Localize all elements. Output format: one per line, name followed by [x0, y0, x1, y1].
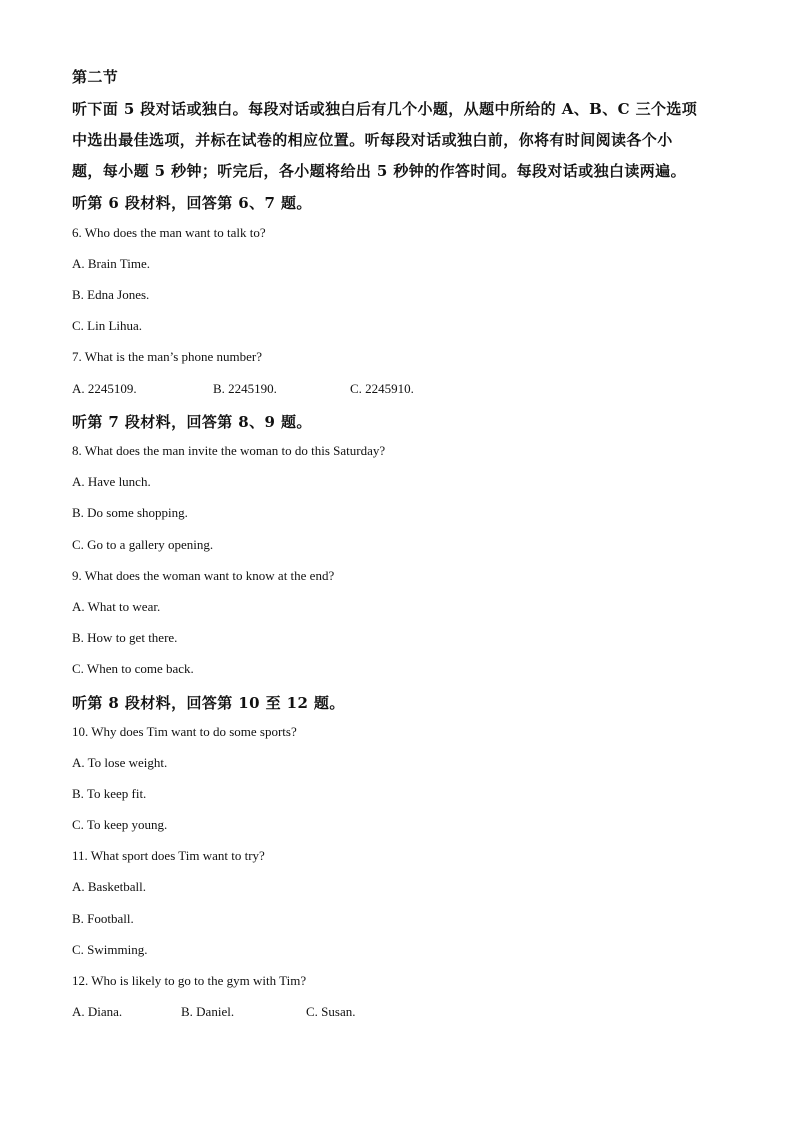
question-11-option-c: C. Swimming.: [72, 942, 148, 957]
question-9-text: 9. What does the woman want to know at the end?: [72, 568, 335, 583]
question-6-option-b: B. Edna Jones.: [72, 287, 150, 302]
question-8-option-c: C. Go to a gallery opening.: [72, 537, 214, 552]
question-10-option-a: A. To lose weight.: [72, 755, 168, 770]
question-8-option-a: A. Have lunch.: [72, 474, 151, 489]
group-7-heading: 听第 7 段材料，回答第 8、9 题。: [72, 413, 312, 431]
instruction-line-3: 题，每小题 5 秒钟；听完后，各小题将给出 5 秒钟的作答时间。每段对话或独白读两遍。: [72, 162, 686, 180]
question-7-option-c: C. 2245910.: [350, 381, 414, 396]
question-11-text: 11. What sport does Tim want to try?: [72, 848, 265, 863]
question-6-option-c: C. Lin Lihua.: [72, 318, 143, 333]
question-10-text: 10. Why does Tim want to do some sports?: [72, 724, 297, 739]
group-8-heading: 听第 8 段材料，回答第 10 至 12 题。: [72, 694, 345, 712]
question-11-option-b: B. Football.: [72, 911, 134, 926]
question-12-option-b: B. Daniel.: [181, 1004, 235, 1019]
question-10-option-b: B. To keep fit.: [72, 786, 147, 801]
question-9-option-b: B. How to get there.: [72, 630, 178, 645]
question-12-text: 12. Who is likely to go to the gym with Tim?: [72, 973, 307, 988]
question-10-option-c: C. To keep young.: [72, 817, 168, 832]
question-7-option-b: B. 2245190.: [213, 381, 277, 396]
question-7-option-a: A. 2245109.: [72, 381, 137, 396]
question-11-option-a: A. Basketball.: [72, 879, 147, 894]
group-6-heading: 听第 6 段材料，回答第 6、7 题。: [72, 194, 312, 212]
question-8-option-b: B. Do some shopping.: [72, 505, 188, 520]
question-8-text: 8. What does the man invite the woman to do this Saturday?: [72, 443, 386, 458]
question-6-text: 6. Who does the man want to talk to?: [72, 225, 266, 240]
instruction-line-2: 中选出最佳选项，并标在试卷的相应位置。听每段对话或独白前，你将有时间阅读各个小: [72, 131, 673, 149]
instruction-line-1: 听下面 5 段对话或独白。每段对话或独白后有几个小题，从题中所给的 A、B、C 三个选项: [72, 100, 698, 118]
section-title: 第二节: [72, 68, 119, 86]
question-9-option-a: A. What to wear.: [72, 599, 161, 614]
question-12-option-a: A. Diana.: [72, 1004, 123, 1019]
question-12-option-c: C. Susan.: [306, 1004, 356, 1019]
question-9-option-c: C. When to come back.: [72, 661, 194, 676]
question-6-option-a: A. Brain Time.: [72, 256, 151, 271]
question-7-text: 7. What is the man’s phone number?: [72, 349, 263, 364]
